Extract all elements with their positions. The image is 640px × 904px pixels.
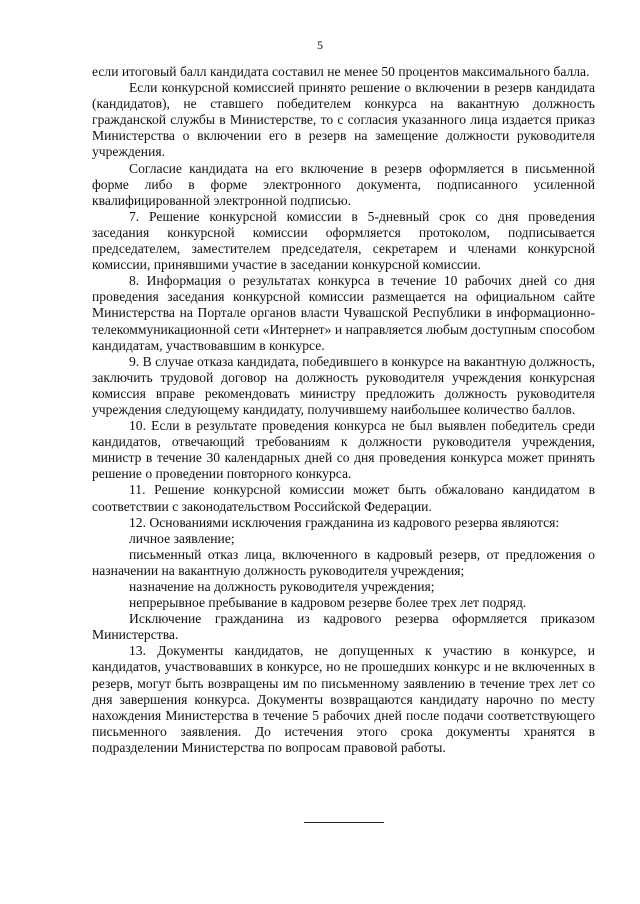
paragraph-exclusion-order: Исключение гражданина из кадрового резерва оформляется приказом Министерства. — [92, 611, 595, 643]
paragraph-item-9: 9. В случае отказа кандидата, победившего в конкурсе на вакантную должность, заключить трудовой договор на должность руководителя учреждения конкурсная комиссия вправе рекомендовать министру предложить должность руководителя учреждения следующему кандидату, получившему наибольшее количество баллов. — [92, 353, 595, 417]
paragraph-item-10: 10. Если в результате проведения конкурса не был выявлен победитель среди кандидатов, отвечающий требованиям к должности руководителя учреждения, министр в течение 30 календарных дней со дня проведения конкурса может принять решение о проведении повторного конкурса. — [92, 418, 595, 482]
paragraph-item-11: 11. Решение конкурсной комиссии может быть обжаловано кандидатом в соответствии с законодательством Российской Федерации. — [92, 482, 595, 514]
paragraph-item-8: 8. Информация о результатах конкурса в течение 10 рабочих дней со дня проведения заседания конкурсной комиссии размещается на официальном сайте Министерства на Портале органов власти Чувашской Республики в информационно-телекоммуникационной сети «Интернет» и направляется любым доступным способом кандидатам, участвовавшим в конкурсе. — [92, 273, 595, 353]
list-item-personal-statement: личное заявление; — [129, 530, 235, 546]
list-item-continuous-stay: непрерывное пребывание в кадровом резерве более трех лет подряд. — [129, 595, 527, 611]
list-item-written-refusal: письменный отказ лица, включенного в кадровый резерв, от предложения о назначении на вакантную должность руководителя учреждения; — [92, 546, 595, 578]
list-item-appointment: назначение на должность руководителя учреждения; — [129, 579, 435, 594]
paragraph-reserve-decision: Если конкурсной комиссией принято решение о включении в резерв кандидата (кандидатов), не ставшего победителем конкурса на вакантную должность гражданской службы в Министерстве, то с согласия указанного лица издается приказ Министерства о включении его в резерв на замещение должности руководителя учреждения. — [92, 80, 595, 160]
paragraph-item-12: 12. Основаниями исключения гражданина из кадрового резерва являются: — [129, 514, 560, 530]
paragraph-item-7: 7. Решение конкурсной комиссии в 5-дневный срок со дня проведения заседания конкурсной комиссии оформляется протоколом, подписывается председателем, заместителем председателя, секретарем и членами конкурсной комиссии, принявшими участие в заседании конкурсной комиссии. — [92, 208, 595, 273]
paragraph-continuation: если итоговый балл кандидата составил не менее 50 процентов максимального балла. — [92, 64, 590, 79]
paragraph-item-13: 13. Документы кандидатов, не допущенных к участию в конкурсе, и кандидатов, участвовавших в конкурсе, но не прошедших конкурс и не включенных в резерв, могут быть возвращены им по письменному заявлению в течение трех лет со дня завершения конкурса. Документы возвращаются кандидату нарочно по месту нахождения Министерства в течение 5 рабочих дней после подачи соответствующего письменного заявления. До истечения этого срока документы хранятся в подразделении Министерства по вопросам правовой работы. — [92, 643, 595, 755]
page-number: 5 — [317, 38, 323, 52]
paragraph-reserve-consent: Согласие кандидата на его включение в резерв оформляется в письменной форме либо в форме электронного документа, подписанного усиленной квалифицированной электронной подписью. — [92, 160, 595, 208]
footer-divider — [304, 822, 384, 823]
document-body — [92, 64, 595, 756]
